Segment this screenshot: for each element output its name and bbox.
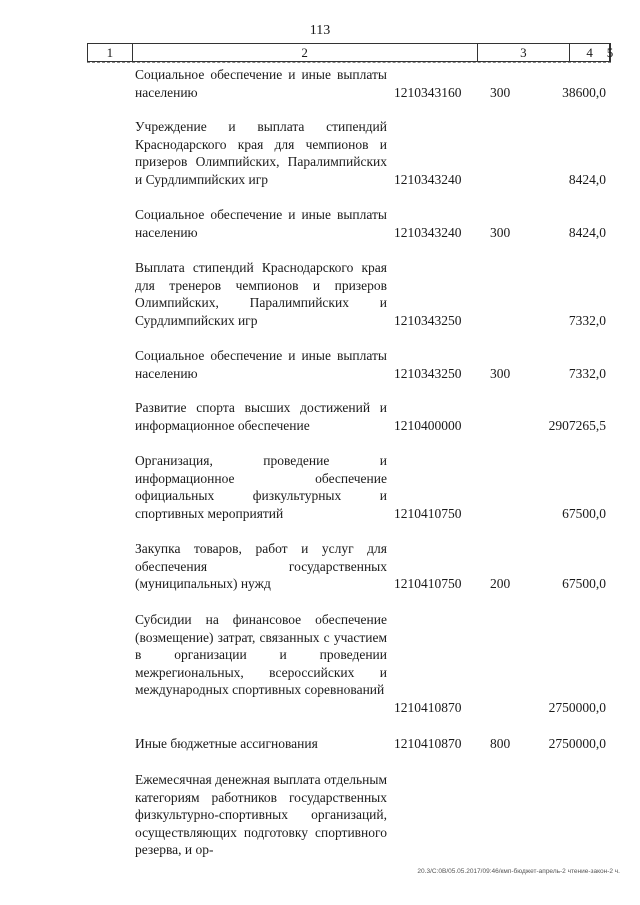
- row-name: Развитие спорта высших достижений и информационное обеспечение: [135, 400, 387, 433]
- column-header-2: 2: [133, 44, 478, 61]
- row-amount: 7332,0: [568, 365, 606, 381]
- row-code: 1210343240: [394, 171, 462, 187]
- table-header: 1 2 3 4 5: [87, 43, 611, 62]
- row-name: Организация, проведение и информационное обеспечение официальных физкультурных и спортивных мероприятий: [135, 453, 387, 521]
- row-amount: 8424,0: [568, 171, 606, 187]
- row-amount: 38600,0: [562, 84, 606, 100]
- column-header-3: 3: [478, 44, 571, 61]
- row-name: Социальное обеспечение и иные выплаты населению: [135, 67, 387, 100]
- header-divider: [87, 62, 611, 63]
- row-name: Социальное обеспечение и иные выплаты населению: [135, 207, 387, 240]
- row-amount: 2750000,0: [548, 736, 606, 751]
- row-code: 1210343250: [394, 365, 462, 381]
- row-name: Субсидии на финансовое обеспечение (возмещение) затрат, связанных с участием в организации и проведении межрегиональных, всероссийских и международных спортивных соревнований: [135, 612, 387, 697]
- row-amount: 67500,0: [562, 576, 606, 591]
- row-vr: 300: [490, 365, 511, 381]
- row-name: Учреждение и выплата стипендий Краснодарского края для чемпионов и призеров Олимпийских, Паралимпийских и Сурдлимпийских игр: [135, 119, 387, 187]
- row-vr: 200: [490, 576, 511, 591]
- row-name: Ежемесячная денежная выплата отдельным категориям работников государственных физкультурно-спортивных организаций, осуществляющих подготовку спортивного резерва, и ор-: [135, 772, 387, 857]
- column-header-1: 1: [88, 44, 133, 61]
- row-vr: 300: [490, 84, 511, 100]
- row-amount: 67500,0: [562, 505, 606, 521]
- row-code: 1210410750: [394, 505, 462, 521]
- row-code: 1210343160: [394, 84, 462, 100]
- document-footer: 20.3/С:0В/05.05.2017/09:46/кмп-бюджет-апрель-2 чтение-закон-2 ч.: [417, 868, 620, 875]
- row-amount: 2750000,0: [548, 699, 606, 715]
- row-name: Закупка товаров, работ и услуг для обеспечения государственных (муниципальных) нужд: [135, 541, 387, 591]
- row-name: Иные бюджетные ассигнования: [135, 736, 318, 751]
- row-code: 1210400000: [394, 417, 462, 433]
- row-amount: 2907265,5: [548, 417, 606, 433]
- row-code: 1210410870: [394, 736, 462, 751]
- row-code: 1210410750: [394, 576, 462, 591]
- row-vr: 800: [490, 736, 511, 751]
- row-amount: 8424,0: [568, 224, 606, 240]
- row-code: 1210343240: [394, 224, 462, 240]
- row-code: 1210410870: [394, 699, 462, 715]
- row-name: Выплата стипендий Краснодарского края для тренеров чемпионов и призеров Олимпийских, Паралимпийских и Сурдлимпийских игр: [135, 260, 387, 328]
- row-amount: 7332,0: [568, 312, 606, 328]
- row-name: Социальное обеспечение и иные выплаты населению: [135, 348, 387, 381]
- column-header-4: 4: [570, 44, 610, 61]
- row-vr: 300: [490, 224, 511, 240]
- page-number: 113: [309, 23, 331, 38]
- row-code: 1210343250: [394, 312, 462, 328]
